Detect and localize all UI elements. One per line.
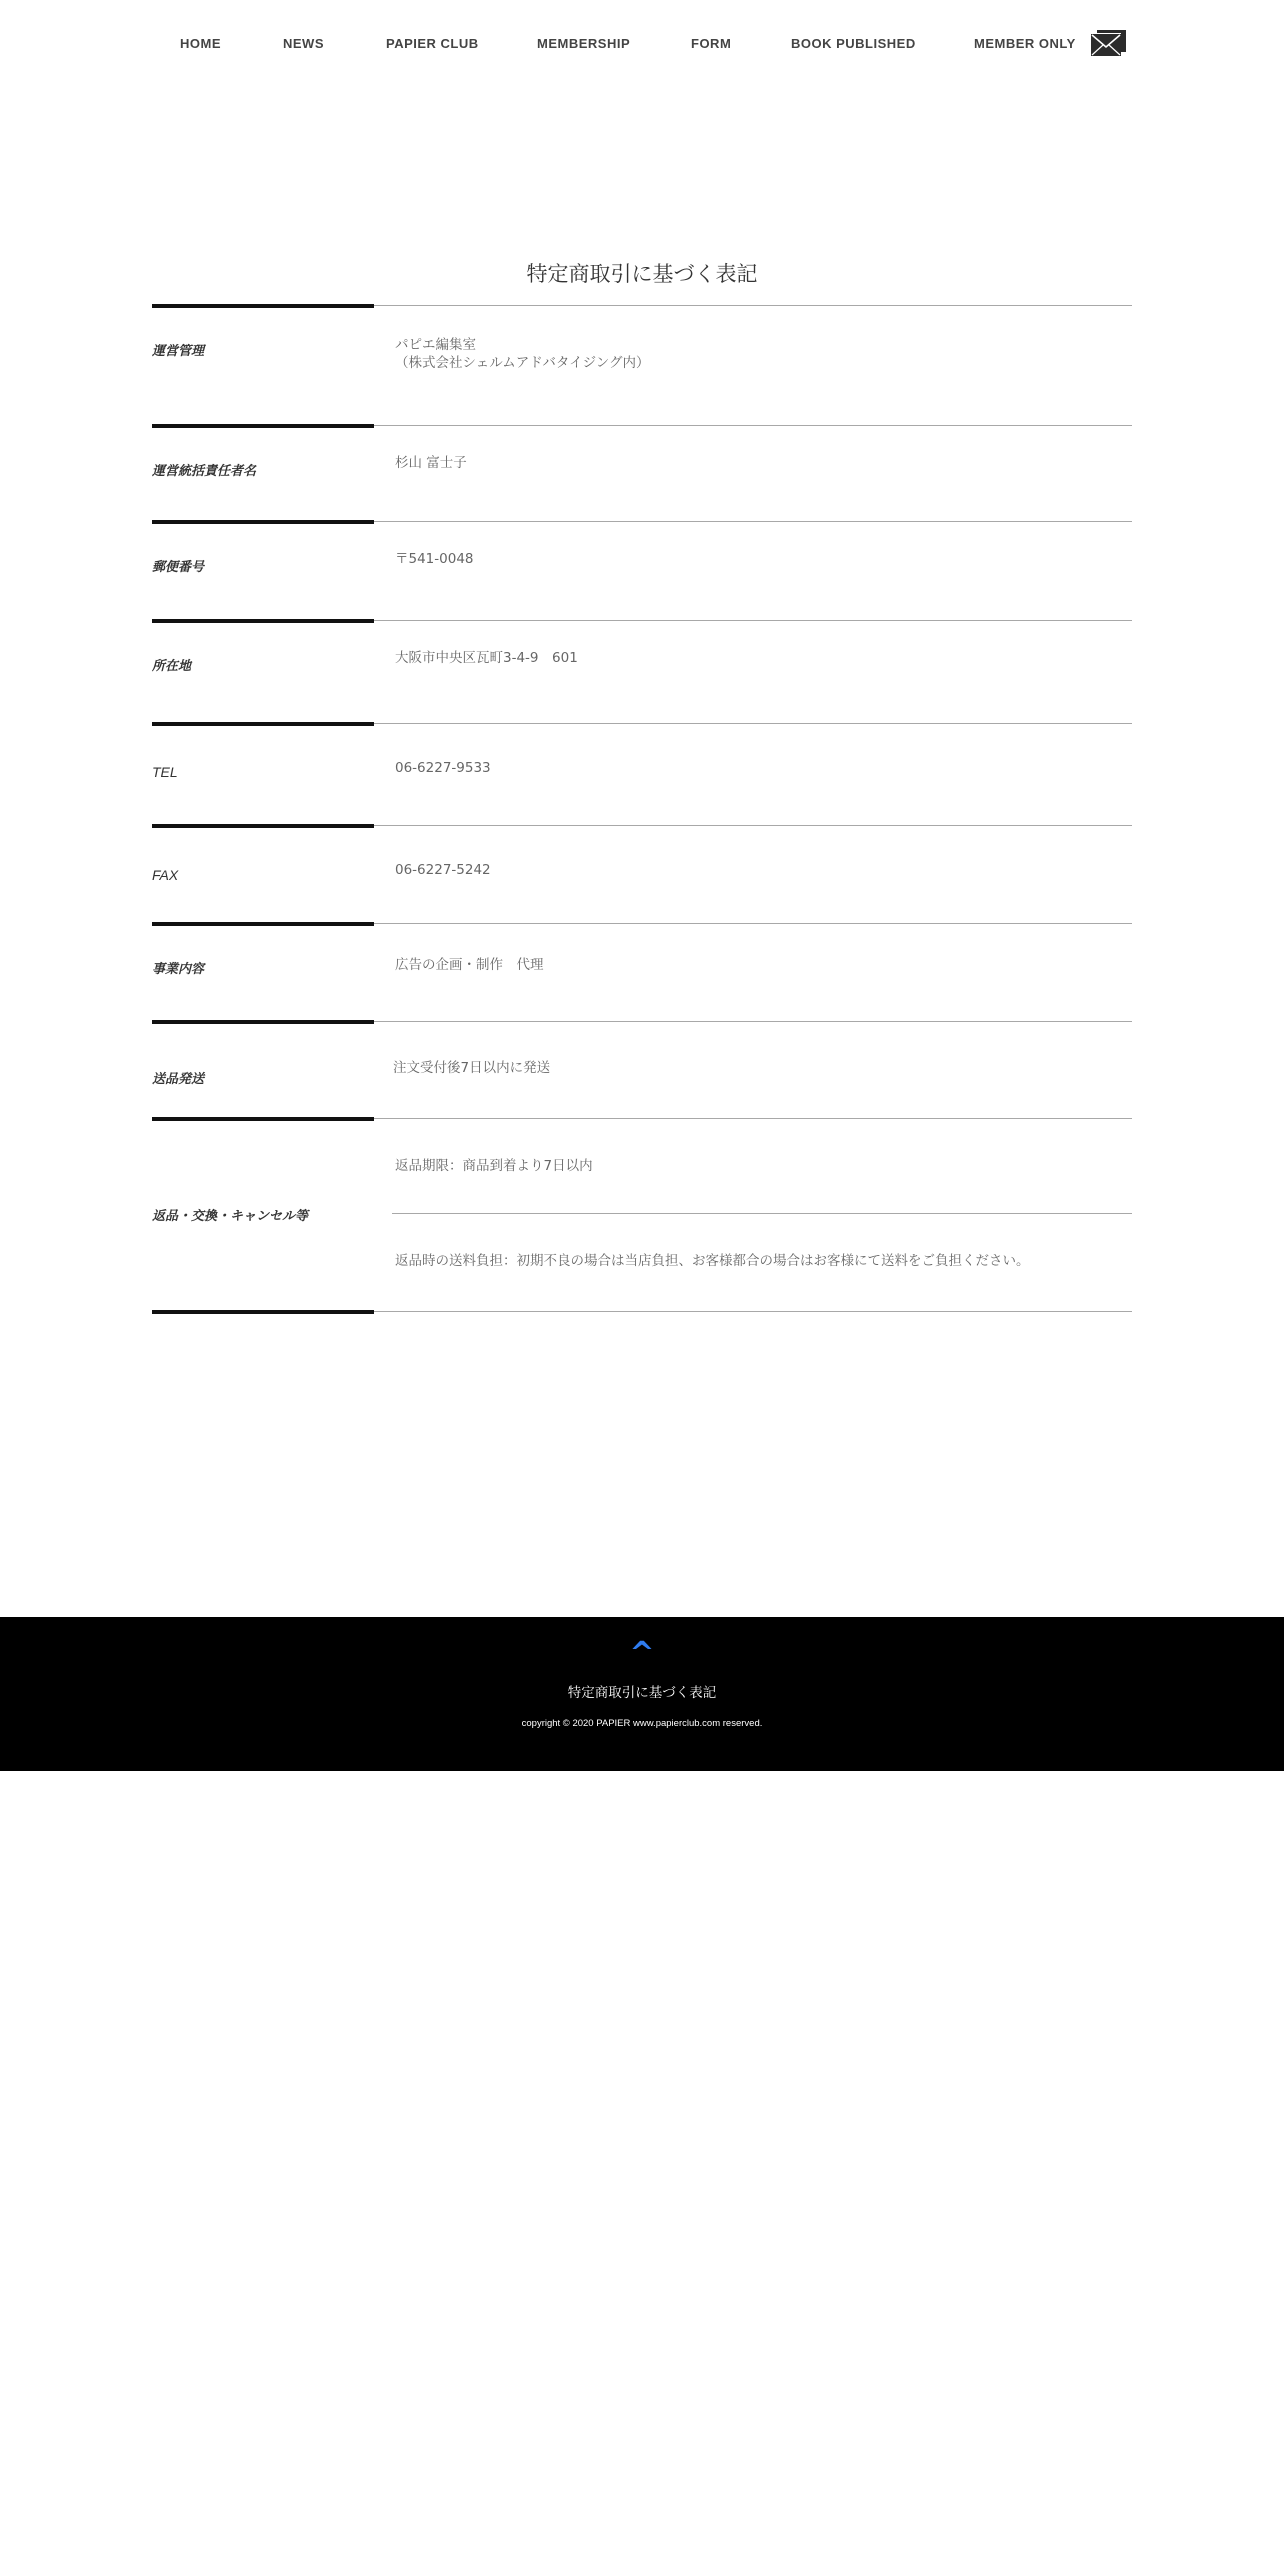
row-rule-dark [152, 520, 374, 524]
row-value: 06-6227-5242 [395, 862, 491, 878]
footer [0, 1617, 1284, 1771]
row-value-return-shipping: 返品時の送料負担：初期不良の場合は当店負担、お客様都合の場合はお客様にて送料をご負担ください。 [395, 1253, 1030, 1269]
top-navigation [0, 28, 1284, 62]
nav-form-link[interactable]: FORM [691, 36, 732, 51]
row-value-return-period: 返品期限：商品到着より7日以内 [395, 1158, 593, 1174]
row-value: 〒541-0048 [395, 551, 474, 567]
row-label: TEL [152, 764, 178, 780]
row-rule-light [374, 425, 1132, 426]
row-value: 06-6227-9533 [395, 760, 491, 776]
row-rule-dark [152, 424, 374, 428]
row-rule-light [374, 1118, 1132, 1119]
row-rule-dark [152, 1020, 374, 1024]
row-rule-dark [152, 619, 374, 623]
envelope-icon[interactable] [1091, 30, 1127, 58]
row-rule-dark [152, 722, 374, 726]
row-rule-light [374, 825, 1132, 826]
row-sub-divider [392, 1213, 1132, 1214]
row-value: 広告の企画・制作 代理 [395, 957, 544, 973]
row-rule-light [374, 923, 1132, 924]
nav-member-only-link[interactable]: MEMBER ONLY [974, 36, 1076, 51]
row-label: 所在地 [152, 659, 192, 674]
row-rule-light [374, 620, 1132, 621]
row-rule-light [374, 1311, 1132, 1312]
row-value: 注文受付後7日以内に発送 [393, 1060, 551, 1076]
page-title: 特定商取引に基づく表記 [526, 262, 758, 286]
nav-home-link[interactable]: HOME [180, 36, 221, 51]
row-label: 事業内容 [152, 962, 205, 977]
row-rule-dark [152, 1117, 374, 1121]
row-value: 杉山 富士子 [395, 455, 467, 471]
row-rule-dark [152, 304, 374, 308]
row-label: 送品発送 [152, 1072, 205, 1087]
row-rule-light [374, 723, 1132, 724]
row-label: 返品・交換・キャンセル等 [152, 1209, 309, 1224]
nav-papier-club-link[interactable]: PAPIER CLUB [386, 36, 479, 51]
row-label: 運営管理 [152, 344, 205, 359]
nav-book-published-link[interactable]: BOOK PUBLISHED [791, 36, 916, 51]
row-label: FAX [152, 867, 179, 883]
row-rule-dark [152, 922, 374, 926]
row-rule-dark [152, 1310, 374, 1314]
row-rule-light [374, 305, 1132, 306]
nav-membership-link[interactable]: MEMBERSHIP [537, 36, 631, 51]
row-rule-light [374, 521, 1132, 522]
copyright-text: copyright © 2020 PAPIER www.papierclub.com reserved. [521, 1718, 763, 1729]
nav-news-link[interactable]: NEWS [283, 36, 324, 51]
back-to-top-icon[interactable]: ^ [629, 1636, 655, 1671]
row-value: 大阪市中央区瓦町3-4-9 601 [395, 650, 578, 666]
row-label: 運営統括責任者名 [152, 464, 257, 479]
row-rule-dark [152, 824, 374, 828]
row-value-line1: パピエ編集室 [395, 337, 476, 353]
row-rule-light [374, 1021, 1132, 1022]
row-value-line2: （株式会社シェルムアドバタイジング内） [395, 355, 650, 371]
footer-commerce-link[interactable]: 特定商取引に基づく表記 [567, 1685, 717, 1701]
row-label: 郵便番号 [152, 560, 205, 575]
